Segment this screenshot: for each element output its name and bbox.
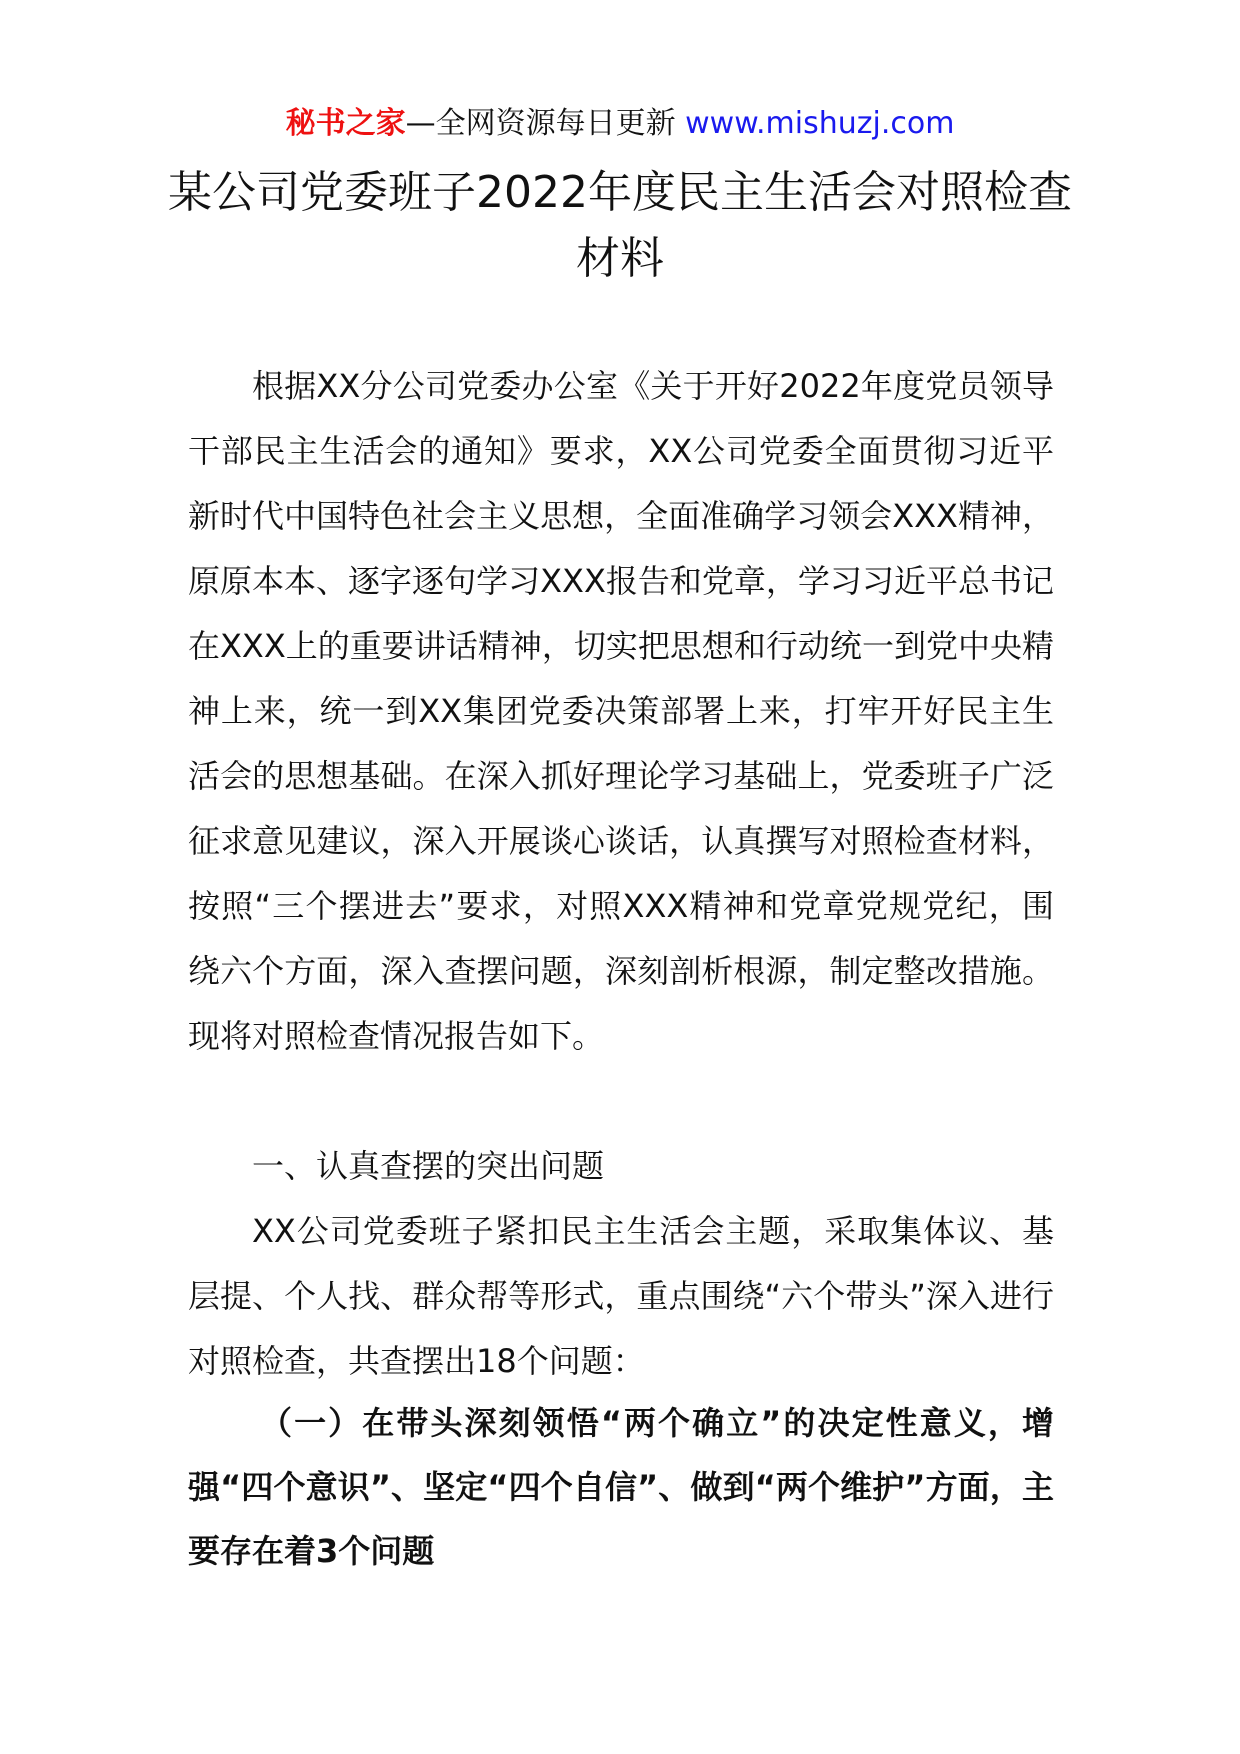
intro-paragraph: 根据XX分公司党委办公室《关于开好2022年度党员领导干部民主生活会的通知》要求，XX公司党委全面贯彻习近平新时代中国特色社会主义思想，全面准确学习领会XXX精神，原原本本、逐字逐句学习XXX报告和党章，学习习近平总书记在XXX上的重要讲话精神，切实把思想和行动统一到党中央精神上来，统一到XX集团党委决策部署上来，打牢开好民主生活会的思想基础。在深入抓好理论学习基础上，党委班子广泛征求意见建议，深入开展谈心谈话，认真撰写对照检查材料，按照“三个摆进去”要求，对照XXX精神和党章党规党纪，围绕六个方面，深入查摆问题，深刻剖析根源，制定整改措施。现将对照检查情况报告如下。	[188, 367, 1054, 1055]
section-paragraph: XX公司党委班子紧扣民主生活会主题，采取集体议、基层提、个人找、群众帮等形式，重点围绕“六个带头”深入进行对照检查，共查摆出18个问题：	[188, 1212, 1054, 1380]
banner-url-link[interactable]: www.mishuzj.com	[685, 106, 955, 141]
section-heading: 一、认真查摆的突出问题	[252, 1147, 605, 1185]
subsection-heading: （一）在带头深刻领悟“两个确立”的决定性意义，增强“四个意识”、坚定“四个自信”、做到“两个维护”方面，主要存在着3个问题	[188, 1404, 1054, 1570]
site-banner	[0, 104, 1240, 144]
banner-brand: 秘书之家	[285, 106, 406, 141]
banner-tagline: —全网资源每日更新	[405, 106, 676, 141]
document-title: 某公司党委班子2022年度民主生活会对照检查材料	[168, 167, 1072, 284]
